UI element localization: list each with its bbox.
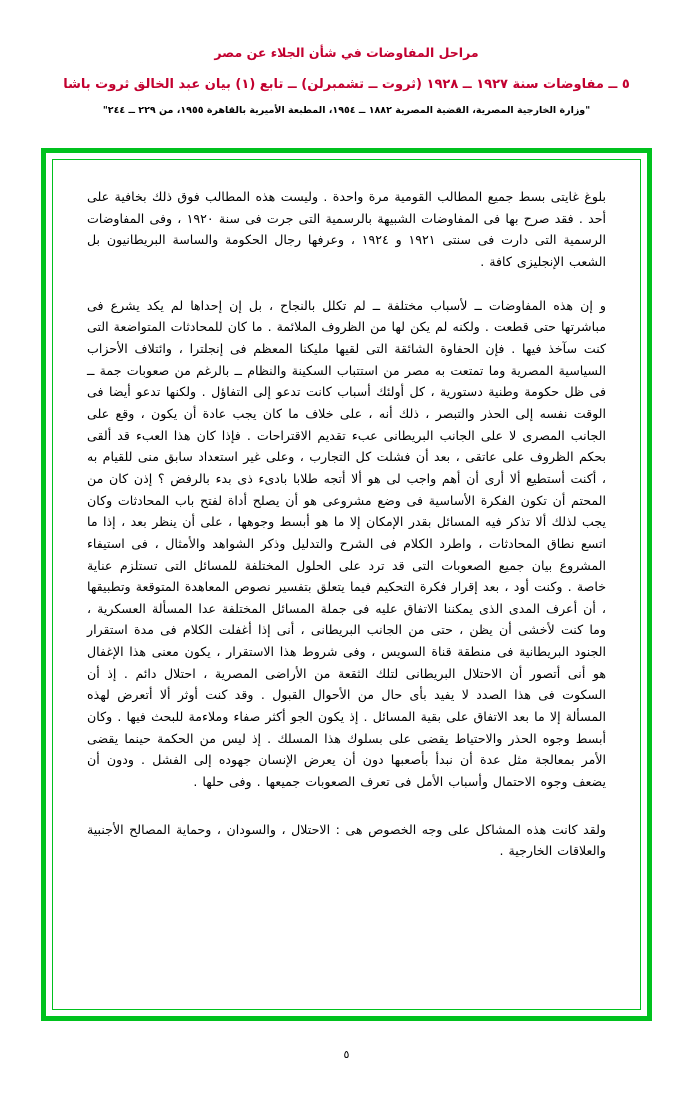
paragraph-2: و إن هذه المفاوضات ــ لأسباب مختلفة ــ لم تكلل بالنجاح ، بل إن إحداها لم يكد يشرع فى مباشرتها حتى قطعت . ولكنه لم يكن لها من الظروف الملائمة . ما كان للمحادثات المتواضعة التى كنت سآخذ فيها . فإن الحفاوة الشائقة التى لقيها مليكنا المعظم فى إنجلترا ، وائتلاف الأحزاب السياسية المصرية وما تمتعت به مصر من استتباب السكينة والنظام ــ بالرغم من صعوبات جمة ــ فى ظل حكومة وطنية دستورية ، كل أولئك أسباب كانت تدعو إلى التفاؤل . ولكنها تدعو أيضا فى الوقت نفسه إلى الحذر والتبصر ، ذلك أنه ، على خلاف ما كان يجب عادة أن يكون ، وقع على الجانب المصرى لا على الجانب البريطانى عبء تقديم الاقتراحات . فإذا كان هذا العبء قد ألقى بحكم الظروف على عاتقى ، بعد أن فشلت كل التجارب ، وعلى غير استعداد سابق منى للقيام به ، أكنت أستطيع ألا أرى أن أهم واجب لى هو ألا أتجه طلابا بادىء ذى بدء بالرفض ؟ إذن كان من المحتم أن تكون الفكرة الأساسية فى وضع مشروعى هو أن يصلح أداة لفتح باب المحادثات وكان يجب لذلك ألا تذكر فيه المسائل بقدر الإمكان إلا ما هو أبسط وجوهها ، على أن ينظر بعد ، إذا ما اتسع نطاق المحادثات ، واطرد الكلام فى الشرح والتدليل وذكر الشواهد والأمثال ، فى استيفاء المشروع بيان جميع الصعوبات التى قد ترد على الحلول المختلفة للمسائل التى تستلزم عناية خاصة . وكنت أود ، بعد إقرار فكرة التحكيم فيما يتعلق بتفسير نصوص المعاهدة المتوقعة وتطبيقها ، أن أعرف المدى الذى يمكننا الاتفاق عليه فى جملة المسائل المختلفة عدا المسألة العسكرية ، وما كنت لأخشى أن يظن ، حتى من الجانب البريطانى ، أنى إذا أغفلت الكلام فى مدة استقرار الجنود البريطانية فى منطقة قناة السويس ، وفى شروط هذا الاستقرار ، يكون معنى هذا الإغفال هو أنى أتصور أن الاحتلال البريطانى لتلك الثقعة من الأراضى المصرية ، احتلال دائم . إذ أن السكوت فى هذا الصدد لا يفيد بأى حال من الأحوال القبول . وقد كنت أوثر ألا أتعرض لهذه المسألة إلا ما بعد الاتفاق على بقية المسائل . إذ يكون الجو أكثر صفاء وملاءمة للبحث فيها . وكان أبسط وجوه الحذر والاحتياط يقضى على بسلوك هذا المسلك . إذ ليس من الحكمة حينما يقضى الأمر بمعالجة مثل عدة أن نبدأ بأصعبها دون أن يعرض الإنسان جهوده إلى الفشل . ودون أن يضعف وجوه الاحتمال وأسباب الأمل فى تعرف الصعوبات جميعها . وفى حلها . [87,297,606,790]
document-header [0,0,693,117]
page-title: مراحل المفاوضات في شأن الجلاء عن مصر [214,45,479,60]
document-subtitle: ٥ ــ مفاوضات سنة ١٩٢٧ ــ ١٩٢٨ (ثروت ــ تشمبرلن) ــ تابع (١) بيان عبد الخالق ثروت باشا [63,76,630,92]
document-source-citation: "وزارة الخارجية المصرية، القضية المصرية ١٨٨٢ ــ ١٩٥٤، المطبعة الأميرية بالقاهرة ١٩٥٥، من ٢٢٩ ــ ٢٤٤" [102,104,591,116]
page-number: ٥ [343,1048,350,1061]
content-frame-inner [52,159,641,1010]
paragraph-1: بلوغ غايتى بسط جميع المطالب القومية مرة واحدة . وليست هذه المطالب فوق ذلك بخافية على أحد . فقد صرح بها فى المفاوضات الشبيهة بالرسمية التى جرت فى سنة ١٩٢٠ ، وفى المفاوضات الرسمية التى دارت فى سنتى ١٩٢١ و ١٩٢٤ ، وعرفها رجال الحكومة والساسة البريطانيون بل الشعب الإنجليزى كافة . [87,189,606,269]
paragraph-3: ولقد كانت هذه المشاكل على وجه الخصوص هى : الاحتلال ، والسودان ، وحماية المصالح الأجنبية والعلاقات الخارجية . [87,821,606,859]
content-frame [41,148,652,1021]
